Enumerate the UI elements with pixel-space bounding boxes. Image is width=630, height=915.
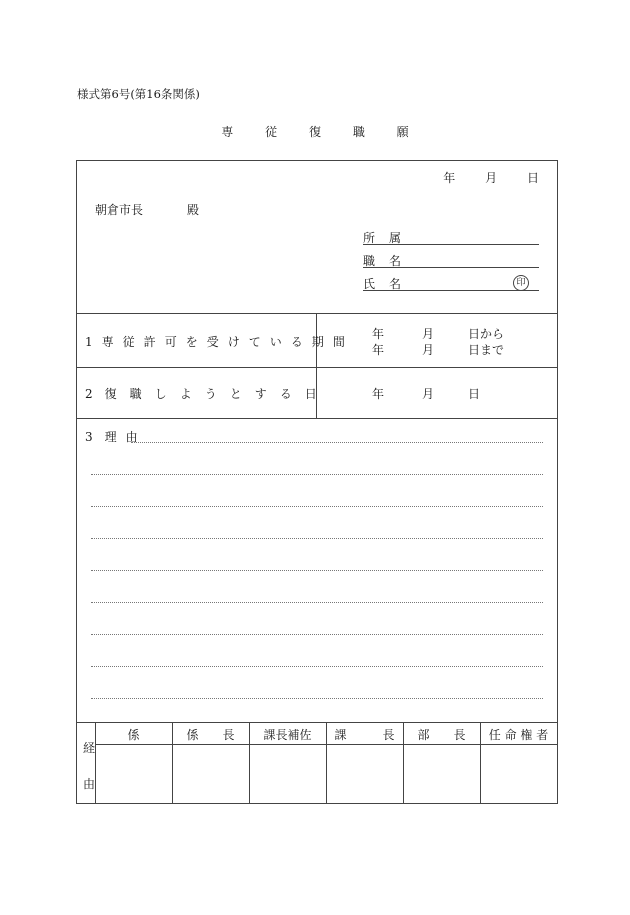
title-char: 願 <box>396 125 409 139</box>
reason-line <box>91 570 543 571</box>
divider <box>77 367 557 368</box>
reason-line <box>91 698 543 699</box>
title-char: 専 <box>221 125 234 139</box>
reason-line <box>91 666 543 667</box>
reason-label: 3 理 由 <box>85 430 138 444</box>
addressee-name: 朝倉市長 <box>95 203 144 217</box>
reason-line <box>91 538 543 539</box>
stamp-box[interactable] <box>404 745 480 803</box>
application-date[interactable] <box>417 169 539 186</box>
reason-line <box>131 442 543 443</box>
approval-header: 部 長 <box>417 728 466 742</box>
reason-line <box>91 474 543 475</box>
stamp-box[interactable] <box>250 745 326 803</box>
routing-label: 由 <box>83 777 96 791</box>
position-label: 職 名 <box>363 254 402 268</box>
seal-mark: 印 <box>513 275 529 291</box>
return-date-label: 2 復 職 し よ う と す る 日 <box>85 387 317 401</box>
addressee <box>95 201 199 218</box>
approval-header: 任 命 権 者 <box>488 728 549 742</box>
page-title <box>0 123 630 140</box>
divider <box>77 313 557 314</box>
title-char: 従 <box>265 125 278 139</box>
addressee-honorific: 殿 <box>187 203 200 217</box>
form-frame: 年 月 日 朝倉市長 殿 所 属 職 名 氏 名 印 1 専 従 許 可 を 受 け て い る 期 間 年 月 日から 年 月 日まで 2 復 職 し よ う と す る 日 年 月 日 3 理 由 経 由 係 係 長 課長補佐 課 長 部 長 任 命 権 者 <box>76 160 558 804</box>
title-char: 復 <box>308 125 321 139</box>
name-field[interactable] <box>363 275 539 291</box>
date-month: 月 <box>485 171 498 185</box>
divider <box>77 418 557 419</box>
routing-label: 経 <box>83 741 96 755</box>
title-char: 職 <box>352 125 365 139</box>
divider <box>77 722 557 723</box>
reason-line <box>91 506 543 507</box>
approval-header: 係 <box>127 728 140 742</box>
affiliation-label: 所 属 <box>363 231 402 245</box>
reason-line <box>91 602 543 603</box>
affiliation-field[interactable] <box>363 229 539 245</box>
stamp-box[interactable] <box>173 745 249 803</box>
date-year: 年 <box>443 171 456 185</box>
stamp-box[interactable] <box>327 745 403 803</box>
name-label: 氏 名 <box>363 277 402 291</box>
reason-line <box>91 634 543 635</box>
date-day: 日 <box>526 171 539 185</box>
approval-header: 課長補佐 <box>263 728 312 742</box>
divider <box>316 313 317 418</box>
form-number: 様式第6号(第16条関係) <box>77 87 200 101</box>
period-label: 1 専 従 許 可 を 受 け て い る 期 間 <box>85 335 345 349</box>
position-field[interactable] <box>363 252 539 268</box>
stamp-box[interactable] <box>96 745 172 803</box>
approval-header: 係 長 <box>186 728 235 742</box>
stamp-box[interactable] <box>481 745 557 803</box>
approval-header: 課 長 <box>334 728 395 742</box>
